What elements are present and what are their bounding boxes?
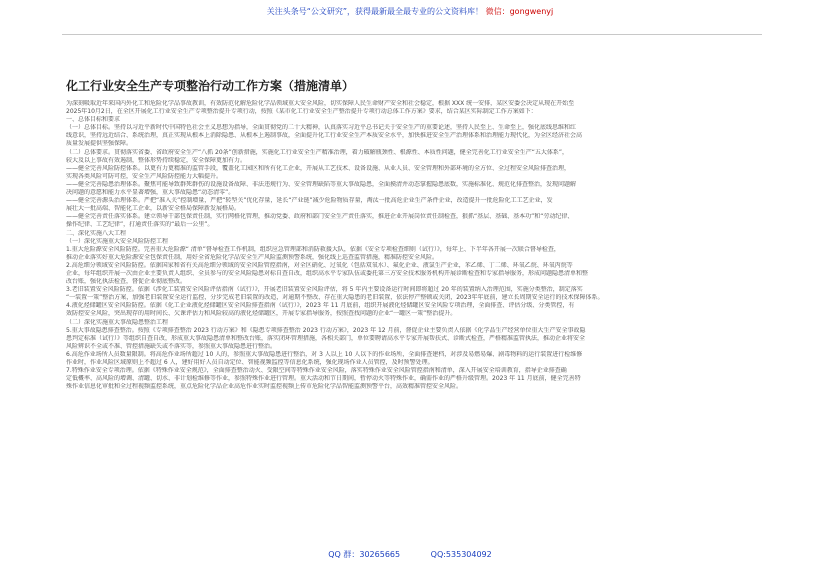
top-banner [0,7,820,17]
body-line: 决问题的意愿和能力水平显著增强，重大事故隐患“动态清零”。 [66,189,235,197]
body-line: 4.液化烃储罐区安全风险防控。依据《化工企业液化烃储罐区安全风险排查指南（试行）》，2023 年 11 月底前，组织开展液化烃储罐区安全风险专项治理，全面排查、评估分级、分类管控，有 [66,302,575,310]
body-line: （二）总体要求。贯彻落实省委、省政府安全生产“八抓 20条”创新措施，实施化工行业安全生产精准治理，着力破解瓶颈性、根源性、本质性问题，健全完善化工行业安全生产“五大体系”， [66,148,568,156]
document-title: 化工行业安全生产专项整治行动工作方案（措施清单） [66,79,355,93]
body-line: 殊作业信息化审批和全过程视频监控系统，重点危险化学品企业高危作业实时监控视频上传市危险化学品智能监测预警平台，高效精准管控安全风险。 [66,383,463,391]
footer [0,549,820,560]
body-line: 实现各类风险可防可控，安全生产风险防控能力大幅提升。 [66,172,223,180]
body-line: 2.高危细分领域安全风险防控。依据国家和省有关高危细分领域的安全风险管控指南，对全区硝化、过氧化（包括双氧水）、氟化企业、液氯生产企业，苯乙烯、丁二烯、环氧乙烷、环氧丙烷等 [66,261,573,269]
body-line: 线意识，坚持远近结合、系统治理，真正实现从根本上消除隐患、从根本上遏制事故，全面提升化工行业安全生产本质安全水平，加快推进安全生产治理体系和治理能力现代化，为全区经济社会高 [66,132,583,140]
body-line: ——健全完善源头治理体系。严把“准入关”控制增量，严把“转型关”优化存量，延长“产业链”减少危险物质存量，淘汰一批高危企业生产条件企业，改造提升一批危险化工工艺企业，发 [66,197,553,205]
footer-qq-number: QQ:535304092 [430,550,492,559]
header-divider [62,34,762,35]
body-line: 企业，每年组织开展一次由企业主要负责人组织、全员参与的安全风险隐患对标自查自改，组织高水平专家队伍或委托第三方安全技术服务机构开展诊断检查和专家指导服务，形成问题隐患清单和整 [66,269,589,277]
body-line: 6.高危作业场所人员数量限制。将高危作业场所超过 10 人的，参照重大事故隐患进行整治，对 3 人以上 10 人以下的作业场所，全面排查建档，对涉及易燃易爆、剧毒物料的运行装置进行检维修 [66,350,583,358]
body-line: ——健全完善风险防控体系。以更有力更精准的监管手段，覆盖化工园区和所有化工企业，开展从工艺技术、设备设施、从业人员、安全管理和外部环境的全方位、全过程安全风险排查治理， [66,164,571,172]
body-line: ——健全完善隐患治理体系。聚焦可能导致群死群伤的设施设备故障、非法违规行为、安全管理缺陷等重大事故隐患，全面摸清并动态掌握隐患底数，实施标准化、规范化排查整治，发现问题解 [66,180,577,188]
body-line: 3.老旧装置安全风险防控。依据《涉化工装置安全风险评估指南（试行）》，开展老旧装置安全风险评估，将 5 年内主要设备运行时间即将超过 20 年的装置纳入治理范围，实施分类整治，制定落实 [66,286,583,294]
body-line: 二、深化实施八大工程 [66,229,127,237]
body-line: （一）深化实施重大安全风险防控工程 [66,237,169,245]
body-line: 2025年10月2日，在全区开展化工行业安全生产专项整治提升专项行动，按照《某市化工行业安全生产整治提升专项行动总体工作方案》要求，结合某区实际制定工作方案如下： [66,108,537,116]
body-line: “一装置一策”整治方案，加强老旧装置安全运行监控，分步完成老旧装置的改造，对逾期不整改、存在重大隐患的老旧装置，依法停产整顿或关闭，2023年年底前，建立长周期安全运行的技术保障体系。 [66,294,604,302]
footer-qq-group: QQ 群：30265665 [328,550,401,559]
body-line: 操作纪律、工艺纪律”，打通责任落实的“最后一公里”。 [66,221,214,229]
body-line: 展壮大一批高端、智能化工企业，以新安全格局保障新发展格局。 [66,205,241,213]
body-line: 改台账，强化执法检查，督促企业彻底整改。 [66,278,187,286]
body-line: （一）总体目标。坚持以习近平新时代中国特色社会主义思想为指导，全面贯彻党的二十大精神，认真落实习近平总书记关于安全生产的重要论述，坚持人民至上、生命至上，强化底线思维和红 [66,124,577,132]
body-line: 一、总体目标和要求 [66,116,121,124]
body-line: 风险辨识不全或不准、管控措施缺失或不落实等，参照重大事故隐患进行整治。 [66,342,277,350]
body-line: 1.重大危险源安全风险防控。完善重大危险源“ 清单”督导检查工作机制，组织应急管理部和消防救援大队，依据《安全专项检查细则（试行）》，每年上、下半年各开展一次联合督导检查， [66,245,560,253]
body-line: ——健全完善责任落实体系。建立领导干部包保责任制，实行网格化管理，推动党委、政府和部门安全生产责任落实，推进企业开展岗位责任制检查，狠抓“基层、基础、基本功”和“劳动纪律、 [66,213,574,221]
body-line: 效防控安全风险，突出现存的用时间长、欠课评估力和风险较高的液化烃储罐区，开展专家指导服务，按照查找问题的企业“一罐区一策”整治提升。 [66,310,457,318]
body-line: 7.特殊作业安全专项治理。依据《特殊作业安全规范》，全面排查整治动火、受限空间等特殊作业安全风险，落实特殊作业安全风险管控指南和清单，深入开展安全培训教育，指导企业排查确 [66,367,567,375]
body-line: 较大及以上事故有效遏制，整体形势持续稳定，安全保障更加有力。 [66,156,247,164]
banner-lead: 关注头条号“公文研究”，获得最新最全最专业的公文资料库！ [266,7,484,16]
banner-wechat: 微信：gongwenyj [485,7,554,16]
body-line: 作业时，作业风险区域原则上不超过 6 人，建好用好人员自动定位、智能视频监控等信息化系统，强化现场作业人员管控，及时预警处理。 [66,359,434,366]
body-line: 质量发展提供坚强保障。 [66,140,133,148]
document-body [66,100,766,391]
body-line: 5.重大事故隐患排查整治。按照《专项排查整治 2023 行动方案》和《隐患专项排查整治 2023 行动方案》，2023 年 12 月前，督促企业主要负责人依据《化学品生产经营单位重大生产安全事故隐 [66,326,586,334]
body-line: 患判定标准（试行）》等组织自查自改，形成重大事故隐患清单和整改台账，落实闭环管理措施，各相关部门，单位要聘请高水平专家开展帮扶式、诊断式检查，严格精准监管执法，推动企业将安全 [66,334,586,342]
body-line: 定低概率、高风险的增调、清罐、切水、非计划检维修等作业，参照特殊作业进行管理。重大活动和节日期间，暂停动火等特殊作业，确需作业的严格升级管理。2023 年 11 月底前，健全完善特 [66,375,581,383]
body-line: 为深刻吸取近年来国内外化工和危险化学品事故教训，有效防范化解危险化学品领域重大安全风险，切实保障人民生命财产安全和社会稳定，根据 XXX 统一安排，某区安委会决定从现在开始至 [66,100,575,107]
body-line: 推动企业落实好重大危险源安全包保责任制，用好全省危险化学品安全生产风险监测预警系统，强化线上巡查监管措施，精准防控安全风险。 [66,253,439,261]
body-line: （二）深化实施重大事故隐患整治工程 [66,318,169,326]
